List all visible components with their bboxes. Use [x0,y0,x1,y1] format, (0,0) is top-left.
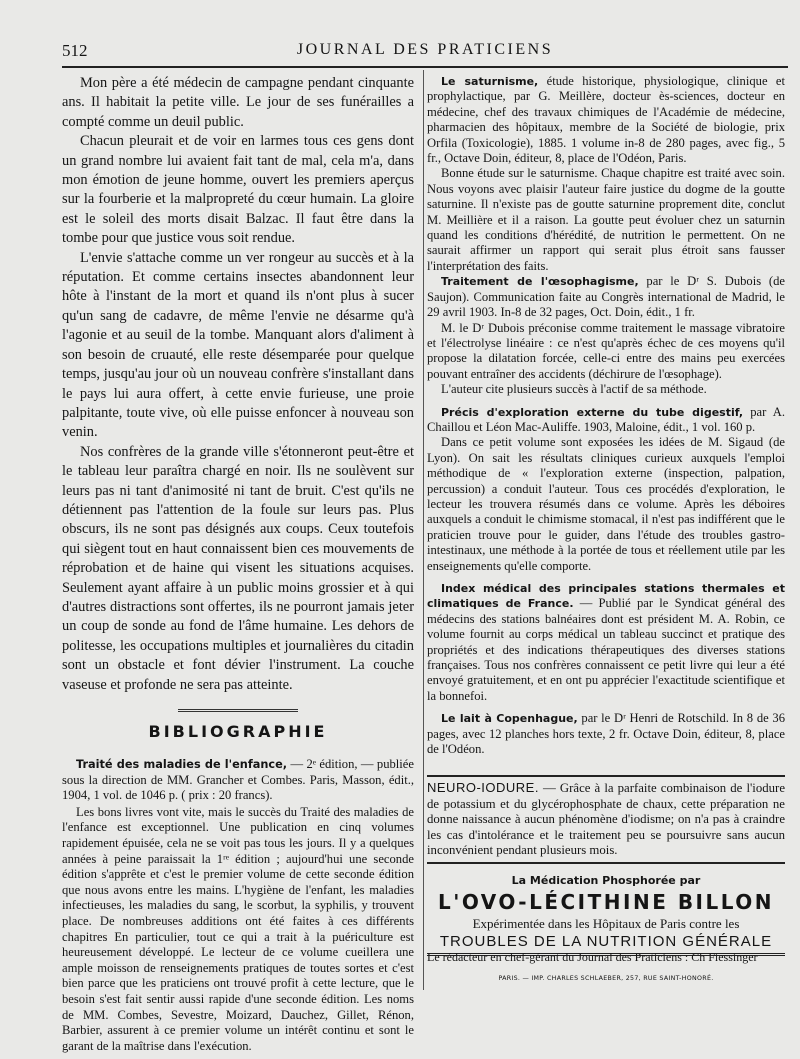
paragraph: Mon père a été médecin de campagne pendant cinquante ans. Il habitait la petite ville. Le jour de ses funérailles a compté comme un deuil public. [62,75,414,130]
right-column [427,74,785,757]
page-header [62,41,788,65]
notice-title: NEURO-IODURE. [427,780,539,795]
ad-brand: L'OVO-LÉCITHINE BILLON [437,890,775,914]
ad-subtitle: Expérimentée dans les Hôpitaux de Paris contre les [472,916,740,931]
paragraph: Chacun pleurait et de voir en larmes tous ces gens dont un grand nombre lui avaient fait tant de mal, cela m'a, dans mon émotion de jeune homme, ouvert les premiers aperçus sur la fourberie et la malpropreté du cœur humain. La gloire est le soleil des morts disait Balzac. Il faut être dans la tombe pour que justice vous soit rendue. [62,133,414,247]
entry-title: Le lait à Copenhague, [441,712,578,726]
bibliography-entry [427,711,785,757]
running-title: JOURNAL DES PRATICIENS [296,41,554,58]
entry-text: par le Dʳ S. Dubois (de Saujon). Communication faite au Congrès international de Madrid, le 29 avril 1903. In-8 de 32 pages, Oct. Doin, édit., 1 fr. [427,274,785,320]
entry-review: M. le Dʳ Dubois préconise comme traitement le massage vibratoire et l'électrolyse linéaire : ce n'est qu'après échec de ces moyens qu'il propose la dilatation forcée, celle-ci entre des mains peu exercées pouvant entraîner des accidents (déchirure de l'œsophage). [427,320,785,381]
neuro-iodure-notice [427,780,785,859]
bibliography-entry [427,274,785,320]
editor-line: Le rédacteur en chef-gérant du Journal des Praticiens : Ch Fiessinger [427,950,758,964]
bibliography-entry [427,74,785,166]
bibliography-entry [427,405,785,436]
entry-text: étude historique, physiologique, clinique et prophylactique, par G. Meillère, docteur ès-sciences, docteur en médecine, chef des travaux chimiques de l'Académie de médecine, pharmacien des hôpitaux, membre de la Société de biologie, prix Orfila (Toxicologie), 1885. 1 volume in-8 de 280 pages, avec fig., 5 fr., Octave Doin, éditeur, 8, place de l'Odéon, Paris. [427,74,785,166]
header-rule [62,66,788,68]
entry-title: Traitement de l'œsophagisme, [441,275,639,289]
spacer [427,574,785,581]
entry-review: Bonne étude sur le saturnisme. Chaque chapitre est traité avec soin. Nous voyons avec plaisir l'auteur faire justice du dogme de la goutte saturnine. Il n'existe pas de goutte saturnine proprement dite, conclut M. Meillière et il a raison. La goutte peut évoluer chez un saturnin quand les conditions d'hérédité, de nutrition le permettent. On ne saurait affirmer un rapport qui serait plus étroit sans fausser l'interprétation des faits. [427,166,785,273]
bibliography-entry [62,757,414,804]
bibliography-heading: BIBLIOGRAPHIE [148,722,328,741]
notice-text: — Grâce à la parfaite combinaison de l'iodure de potassium et du glycérophosphate de chaux, cette préparation ne donne naissance à aucun phénomène d'iodisme; on n'a pas à craindre les cas d'intolérance et le traitement peu se poursuivre sans aucun inconvénient pendant plusieurs mois. [427,781,786,857]
entry-title: Traité des maladies de l'enfance, [76,758,288,771]
printer-imprint: PARIS. — IMP. CHARLES SCHLAEBER, 257, RUE SAINT-HONORÉ. [498,975,714,982]
left-column [62,74,414,1054]
page-number: 512 [62,41,88,60]
entry-review: Dans ce petit volume sont exposées les idées de M. Sigaud (de Lyon). On sait les résultats cliniques curieux auxquels l'emploi méthodique de « l'exploration externe (inspection, palpation, percussion) a conduit l'auteur. Tous ces procédés d'exploration, le lecteur les trouvera résumés dans ce volume. Après les déboires auxquels a conduit le chimisme stomacal, il n'est pas indifférent que le praticien trouve pour le guider, dans l'étude des troubles gastro-intestinaux, une méthode à la portée de tous et réellement utile par les enseignements qu'elle comporte. [427,435,785,573]
paragraph: Nos confrères de la grande ville s'étonneront peut-être et le tableau leur paraîtra chargé en noir. Ils ne soulèvent sur leurs pas ni tant d'animosité ni tant de bruit. C'est qu'ils ne détiennent pas l'attention de la foule sur leurs pas. Plus obscurs, ils ne sont pas désignés aux coups. Ceux toutefois qui siègent tout en haut connaissent bien ces mouvements de réprobation et de haine qui visent les situations acquises. Seulement ayant affaire à un public moins grossier et à qui d'autres distractions sont offertes, ils ne pourront jamais jeter un coup de sonde au fond de l'âme humaine. Les dehors de politesse, les occupations multiples et journalières du citadin sont un obstacle et font dévier l'instrument. La couche vaseuse et profonde ne sera pas atteinte. [62,443,414,693]
entry-text: — 2ᵉ édition, — publiée sous la direction de MM. Grancher et Combes. Paris, Masson, édit., 1904, 1 vol. de 1046 p. ( prix : 20 francs). [62,757,414,803]
paragraph: L'envie s'attache comme un ver rongeur au succès et à la réputation. Et comme certains insectes abandonnent leur hôte à l'instant de la mort et quand ils n'ont plus à sucer qu'un sang de cadavre, de même l'envie ne désarme qu'à l'agonie et au seuil de la tombe. Manquant alors d'aliment à son besoin de cruauté, elle reste désemparée pour quelque temps, jusqu'au jour où un nouveau confrère s'installant dans le pays lui aura offert, à cette envie furieuse, une proie palpitante, toute vive, où elle puisse enfoncer à nouveau son venin. [62,249,414,441]
section-rule [178,709,298,714]
section-rule [427,775,785,777]
ad-troubles: TROUBLES DE LA NUTRITION GÉNÉRALE [439,933,773,950]
entry-text: par le Dʳ Henri de Rotschild. In 8 de 36 pages, avec 12 planches hors texte, 2 fr. Octave Doin, éditeur, 8, place de l'Odéon. [427,711,786,757]
entry-review: L'auteur cite plusieurs succès à l'actif de sa méthode. [441,382,707,397]
spacer [427,398,785,405]
entry-title: Le saturnisme, [441,75,539,88]
spacer [427,704,785,711]
section-rule [427,862,785,864]
bibliography-entry [427,581,785,704]
advertisement [427,870,785,958]
ad-tagline: La Médication Phosphorée par [511,874,701,887]
entry-text: — Publié par le Syndicat général des médecins des stations balnéaires dont est président M. A. Robin, ce volume fournit au corps médical un tableau succinct et pratique des propriétés et des indications thérapeutiques des diverses stations françaises. Tous nos confrères connaissent ce petit livre qui leur a été envoyé gratuitement, et en ont pu apprécier l'exactitude scientifique et la bonnefoi. [427,596,785,703]
entry-title: Index médical des principales stations thermales et climatiques de France. [427,582,785,611]
entry-review: Les bons livres vont vite, mais le succès du Traité des maladies de l'enfance est exceptionnel. Une publication en cinq volumes rapidement épuisée, cela ne se voit pas tous les jours. Il y a quelques années à peine paraissait la 1ʳᵉ édition ; aujourd'hui une seconde édition s'apprête et c'est le premier volume de cette seconde édition que nous avons entre les mains. L'hygiène de l'enfant, les maladies infectieuses, les maladies du sang, le scorbut, la syphilis, y trouvent place. De nombreuses additions ont été faites à ces différents chapitres En particulier, tout ce qui a trait à la puériculture est heureusement développé. Le lecteur de ce volume cueillera une ample moisson de renseignements pratiques de toutes sortes et c'est bien parce que les praticiens ont trouvé profit à cette lecture, que le besoin s'est fait sentir aussi rapide d'une seconde édition. Les noms de MM. Combes, Sevestre, Moizard, Dauchez, Gillet, Rénon, Barbier, assurent à ce premier volume un intérêt continu et sont le garant de la maîtrise dans l'exécution. [62,804,414,1053]
column-divider [423,70,424,990]
entry-text: par A. Chaillou et Léon Mac-Auliffe. 1903, Maloine, édit., 1 vol. 160 p. [427,404,785,434]
entry-title: Précis d'exploration externe du tube digestif, [441,405,744,419]
